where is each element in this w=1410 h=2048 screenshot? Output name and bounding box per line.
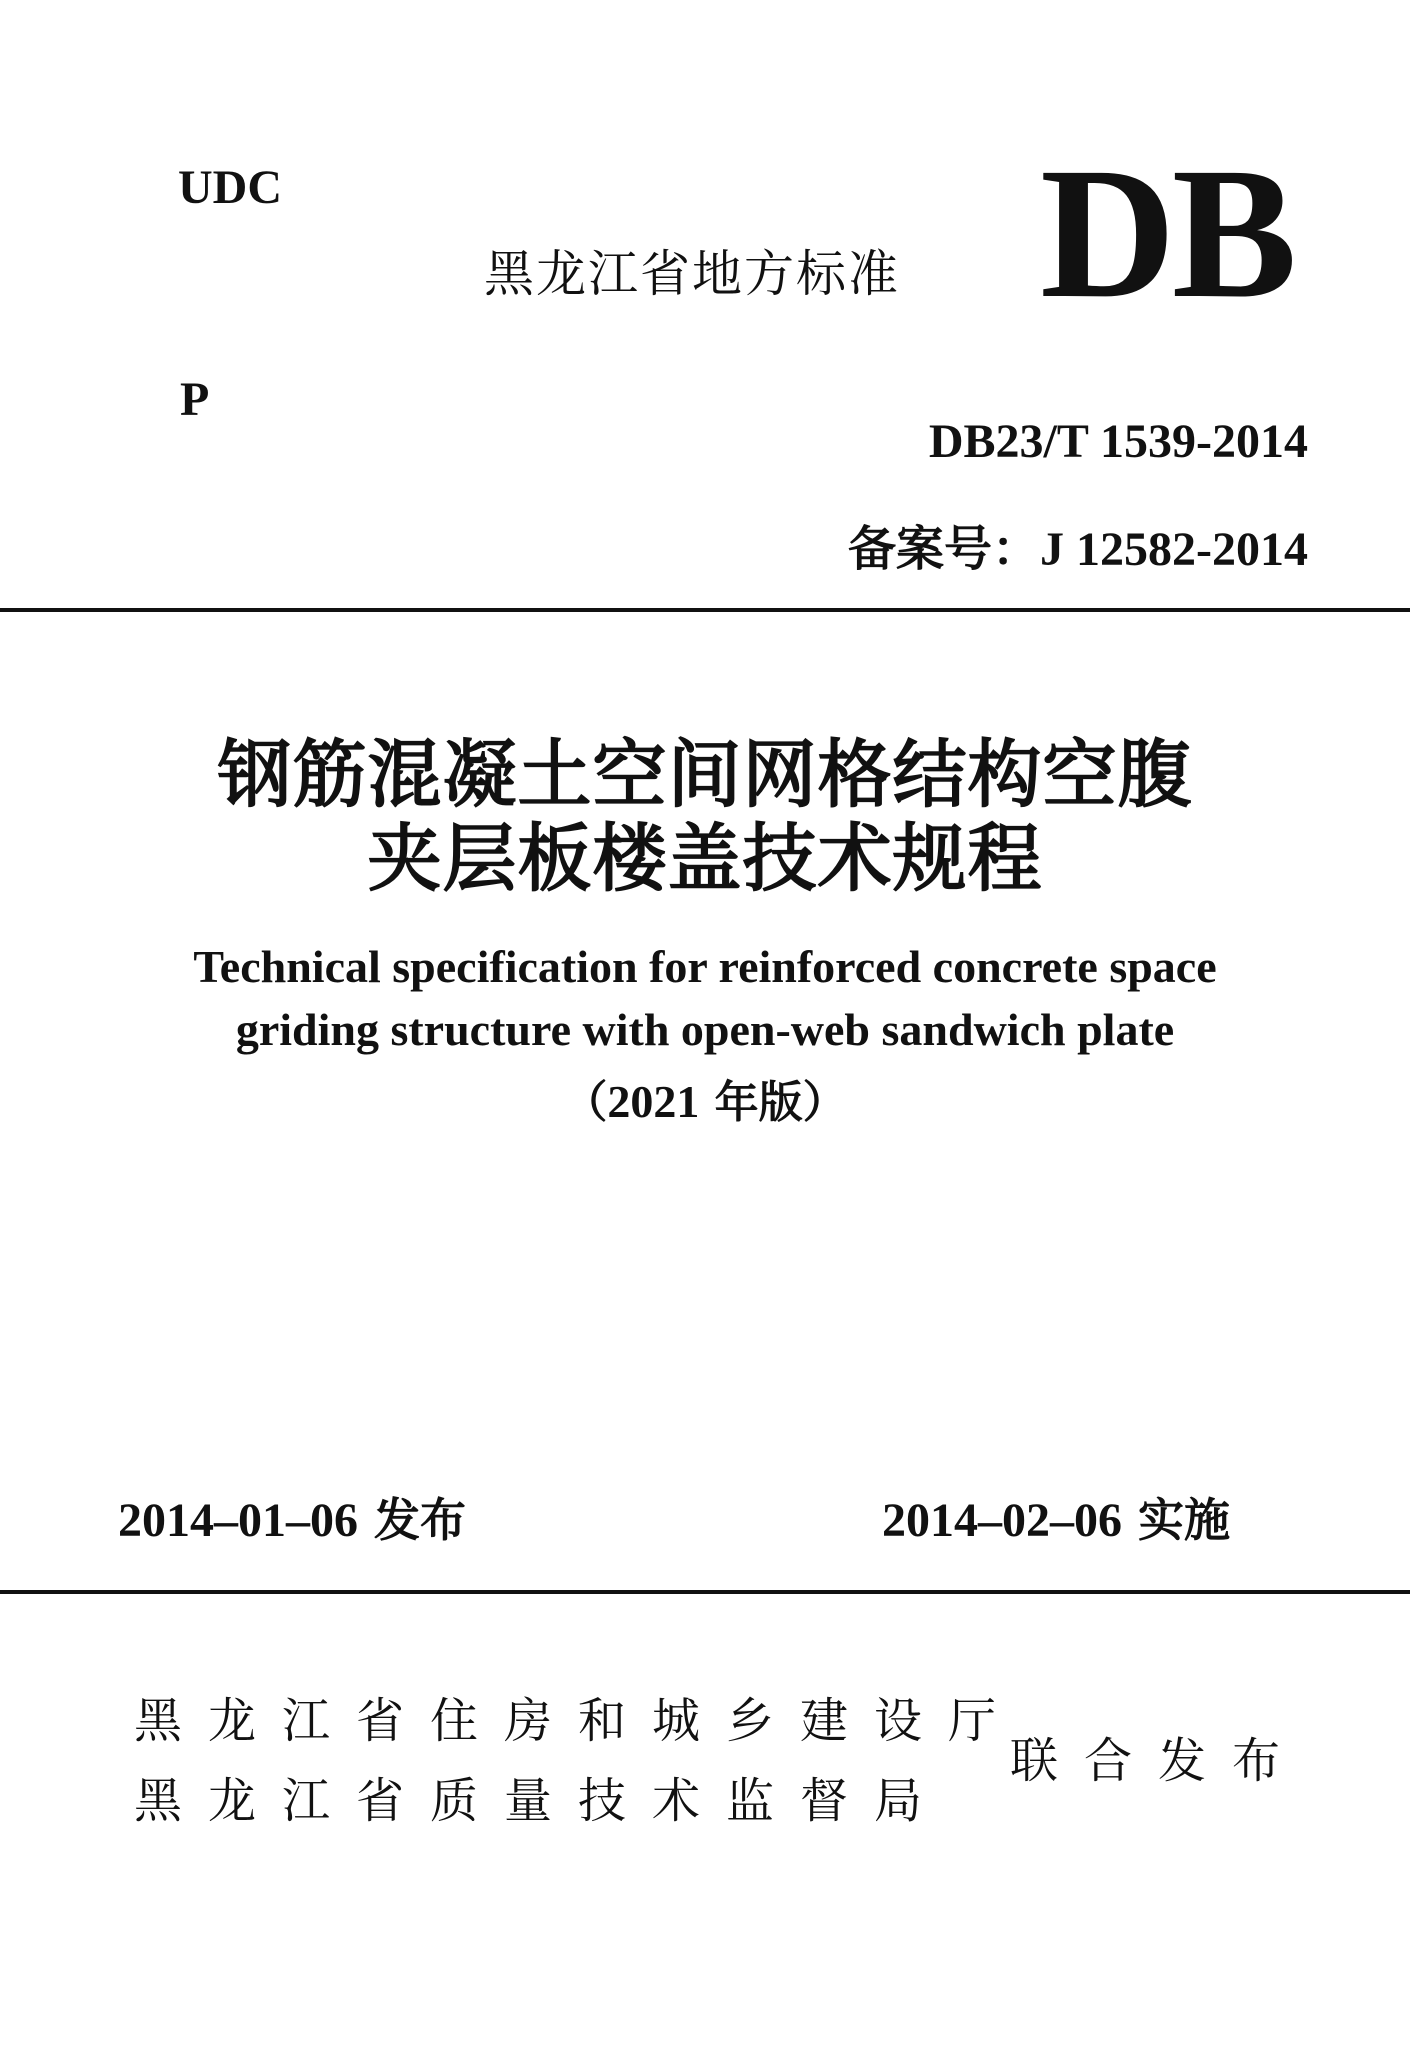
- edition-label: 年版: [699, 1077, 803, 1128]
- standard-number: DB23/T 1539-2014: [928, 415, 1308, 468]
- joint-issue-label: 联合发布: [1010, 1733, 1307, 1789]
- db-logo: DB: [1040, 128, 1294, 337]
- record-value: J 12582-2014: [1040, 523, 1308, 576]
- bottom-divider: [0, 1590, 1410, 1594]
- edition-open: （: [563, 1077, 608, 1128]
- udc-label: UDC: [178, 161, 282, 214]
- title-en-line2: griding structure with open-web sandwich plate: [235, 1004, 1175, 1055]
- title-en-line1: Technical specification for reinforced concrete space: [193, 941, 1217, 992]
- title-cn-line2: 夹层板楼盖技术规程: [367, 816, 1043, 902]
- issue-date: [118, 1484, 466, 1550]
- edition-close: ）: [802, 1077, 847, 1128]
- implement-date-value: 2014–02–06: [882, 1494, 1122, 1547]
- record-number: [848, 510, 1308, 579]
- issue-date-label: 发布: [358, 1493, 467, 1547]
- implement-date: [882, 1484, 1230, 1550]
- edition: [0, 1066, 1410, 1130]
- issue-date-value: 2014–01–06: [118, 1494, 358, 1547]
- implement-date-label: 实施: [1122, 1493, 1231, 1547]
- issuer-line1: 黑龙江省住房和城乡建设厅: [134, 1693, 1023, 1749]
- classification-code: P: [180, 373, 210, 426]
- record-label: 备案号：: [848, 521, 1041, 577]
- edition-year: 2021: [607, 1076, 700, 1127]
- standard-type: 黑龙江省地方标准: [484, 245, 900, 303]
- top-divider: [0, 608, 1410, 612]
- title-cn-line1: 钢筋混凝土空间网格结构空腹: [217, 732, 1193, 818]
- issuer-line2: 黑龙江省质量技术监督局: [134, 1773, 949, 1829]
